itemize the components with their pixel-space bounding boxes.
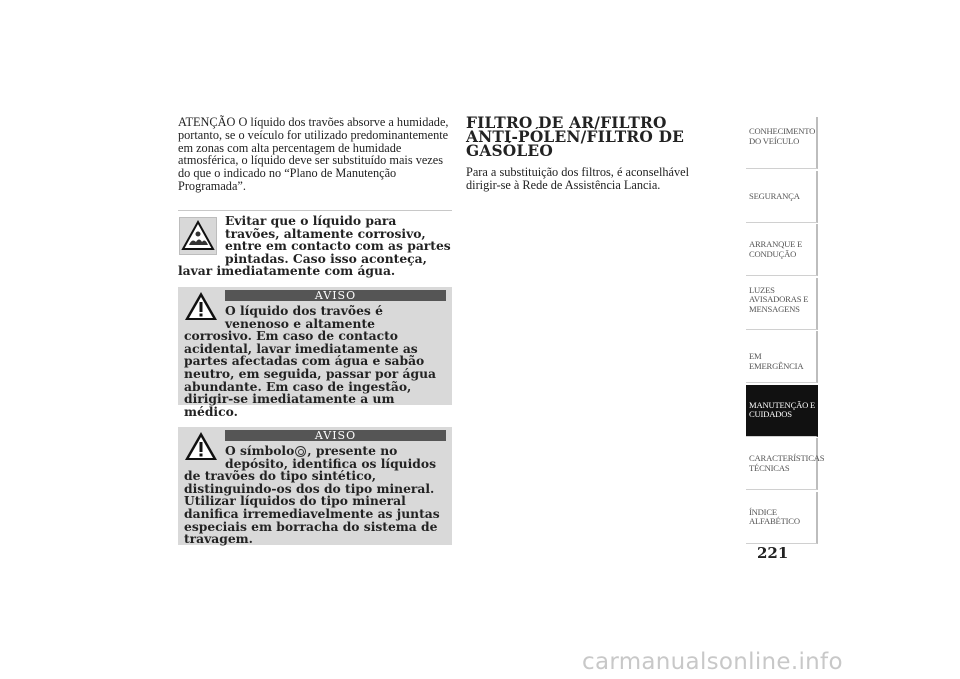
section-title-line1: FILTRO DE AR/FILTRO <box>466 114 667 132</box>
attention-paragraph: ATENÇÃO O líquido dos travões absorve a humidade, portanto, se o veículo for utilizado predominantemente em zonas com alta percentagem de humidade atmosférica, o líquido deve ser substituído mais vezes do que o indicado no “Plano de Manutenção Programada”. <box>178 115 449 193</box>
warning-text-2-start: O símbolo <box>225 443 295 458</box>
tab-label: SEGURANÇA <box>749 190 800 201</box>
tab-seguranca[interactable] <box>746 171 818 223</box>
tab-caracteristicas[interactable] <box>746 438 825 490</box>
tab-label: LUZES <box>749 284 775 295</box>
warning-box-1 <box>178 287 452 419</box>
left-column <box>178 116 452 193</box>
page-number: 221 <box>757 544 789 562</box>
warning-text-1: O líquido dos travões é venenoso e altamente corrosivo. Em caso de contacto acidental, lavar imediatamente as partes afectadas com água e sabão neutro, em seguida, passar por água abundante. Em caso de ingestão, dirigir-se imediatamente a um médico. <box>184 303 437 419</box>
tab-manutencao[interactable] <box>746 385 818 437</box>
tab-indice[interactable] <box>746 492 818 544</box>
paint-damage-icon <box>179 217 217 255</box>
warning-text-2 <box>184 445 446 546</box>
warning-heading: AVISO <box>225 430 446 441</box>
tab-label: CONDUÇÃO <box>749 248 797 259</box>
tab-label: CARACTERÍSTICAS <box>749 453 825 463</box>
section-divider <box>178 210 452 211</box>
tab-label: MENSAGENS <box>749 304 800 315</box>
tab-label: TÉCNICAS <box>749 462 790 473</box>
chapter-tabs <box>746 117 825 545</box>
watermark: carmanualsonline.info <box>582 649 843 675</box>
section-title-line2: ANTI-PÓLEN/FILTRO DE GASÓLEO <box>466 128 685 160</box>
warning-heading: AVISO <box>225 290 446 301</box>
caution-text: Evitar que o líquido para travões, altamente corrosivo, entre em contacto com as partes pintadas. Caso isso aconteça, lavar imediatamente com água. <box>178 213 451 279</box>
section-title <box>466 116 726 158</box>
tab-label: ARRANQUE E <box>749 239 803 249</box>
tab-arranque[interactable] <box>746 224 818 276</box>
warning-triangle-icon <box>184 431 218 461</box>
tab-label: CONHECIMENTO <box>749 126 816 136</box>
tab-label: CUIDADOS <box>749 409 792 420</box>
caution-note <box>178 215 452 278</box>
tab-label: ALFABÉTICO <box>749 516 800 527</box>
tab-label: ÍNDICE <box>749 506 777 517</box>
tab-luzes[interactable] <box>746 278 818 330</box>
tab-label: DO VEÍCULO <box>749 135 800 146</box>
tab-emergencia[interactable] <box>746 331 818 383</box>
filter-paragraph: Para a substituição dos filtros, é aconselhável dirigir-se à Rede de Assistência Lancia. <box>466 165 689 192</box>
warning-triangle-icon <box>184 291 218 321</box>
tab-label: MANUTENÇÃO E <box>749 399 816 410</box>
warning-text-2-end: , presente no depósito, identifica os líquidos de travões do tipo sintético, distinguindo-os dos do tipo mineral. Utilizar líquidos do tipo mineral danifica irremediavelmente as juntas especiais em borracha do sistema de travagem. <box>184 443 440 547</box>
tab-label: EM EMERGÊNCIA <box>749 351 804 371</box>
warning-box-2 <box>178 427 452 545</box>
tab-label: AVISADORAS E <box>749 294 809 305</box>
right-column <box>466 116 726 192</box>
tab-conhecimento[interactable] <box>746 117 818 169</box>
